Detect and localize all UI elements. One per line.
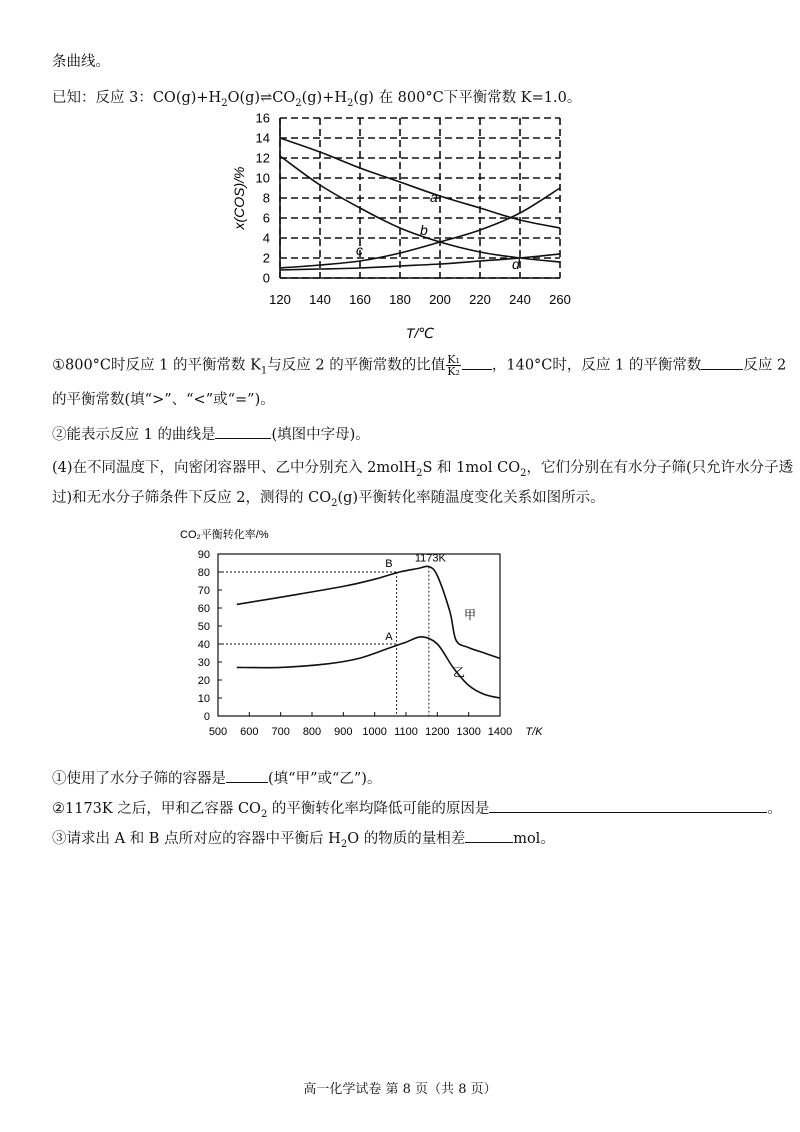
y-tick-label: 6 xyxy=(262,210,270,226)
question-4: (4)在不同温度下，向密闭容器甲、乙中分别充入 2molH$_2$S 和 1mol $CO_2$，它们分别在有水分子筛(只允许水分子透 xyxy=(52,460,794,479)
text-line-reaction3: 已知：反应 3：$CO(g)+H_2O(g)\rightleftharpoons CO_2(g)+H_2(g)$ 在 800°C下平衡常数 K=1.0。 xyxy=(52,90,582,109)
y-tick-label: 20 xyxy=(197,675,210,687)
text-line-1: 条曲线。 xyxy=(52,54,110,70)
x-tick-label: 900 xyxy=(334,726,353,738)
x-tick-label: 220 xyxy=(469,292,491,307)
x-tick-label: 160 xyxy=(349,292,371,307)
y-tick-label: 12 xyxy=(255,150,270,166)
x-tick-label: 1300 xyxy=(456,726,481,738)
answer-blank-mol[interactable] xyxy=(465,828,513,843)
answer-blank-compare[interactable] xyxy=(701,355,743,370)
cos-fraction-chart xyxy=(222,110,571,344)
plot-frame xyxy=(218,554,500,716)
y-tick-label: 80 xyxy=(197,567,210,579)
page-footer: 高一化学试卷 第 8 页（共 8 页） xyxy=(303,1082,497,1097)
series-line-b xyxy=(280,156,560,262)
series-label-a: a xyxy=(430,189,438,205)
question-1-cont: 的平衡常数(填“>”、“<”或“=”)。 xyxy=(52,392,275,408)
y-tick-label: 16 xyxy=(255,110,270,126)
x-tick-label: 120 xyxy=(269,292,291,307)
y-tick-label: 10 xyxy=(197,693,210,705)
series-label-b: b xyxy=(420,222,428,238)
x-tick-label: 1200 xyxy=(425,726,450,738)
sub-question-1: ①使用了水分子筛的容器是 (填“甲”或“乙”)。 xyxy=(52,768,381,789)
y-tick-label: 90 xyxy=(197,549,210,561)
y-tick-label: 50 xyxy=(197,621,210,633)
y-axis-title: x(COS)/% xyxy=(231,166,247,230)
series-label-jia: 甲 xyxy=(463,607,476,622)
x-tick-label: 140 xyxy=(309,292,331,307)
ratio-fraction: $\frac{\text{K₁}}{\text{K₂}}$ xyxy=(447,353,460,378)
x-tick-label: 1000 xyxy=(362,726,387,738)
x-tick-label: 800 xyxy=(302,726,322,738)
series-label-c: c xyxy=(356,242,363,258)
x-axis-title: T/K xyxy=(525,726,543,738)
sub-question-2: ②1173K 之后，甲和乙容器 $CO_2$ 的平衡转化率均降低可能的原因是 。 xyxy=(52,798,782,825)
y-tick-label: 0 xyxy=(262,270,270,286)
series-label-d: d xyxy=(512,256,520,272)
y-tick-label: 4 xyxy=(262,230,270,246)
answer-blank-container[interactable] xyxy=(226,768,268,783)
point-a-label: A xyxy=(385,631,393,643)
x-tick-label: 200 xyxy=(429,292,451,307)
y-tick-label: 40 xyxy=(197,639,210,651)
y-tick-label: 2 xyxy=(262,250,270,266)
x-tick-label: 700 xyxy=(271,726,290,738)
x-tick-label: 240 xyxy=(509,292,531,307)
question-1: ①800°C时反应 1 的平衡常数 $K_1$与反应 2 的平衡常数的比值 $\frac{\text{K₁}}{\text{K₂}}$ ，140°C时，反应 1 的平衡常数 反应 2 xyxy=(52,353,787,378)
y-tick-label: 0 xyxy=(203,711,210,723)
y-tick-label: 10 xyxy=(255,170,270,186)
question-4-cont: 过)和无水分子筛条件下反应 2，测得的 $CO_2(g)$平衡转化率随温度变化关系如图所示。 xyxy=(52,490,605,509)
series-label-yi: 乙 xyxy=(453,665,466,680)
co2-conversion-chart xyxy=(178,524,558,746)
x-tick-label: 1100 xyxy=(394,726,418,738)
answer-blank-curve[interactable] xyxy=(215,424,271,439)
answer-blank-ratio[interactable] xyxy=(462,355,492,370)
y-tick-label: 60 xyxy=(197,603,210,615)
x-tick-label: 1400 xyxy=(487,726,513,738)
x-axis-title: T/℃ xyxy=(405,325,435,341)
y-tick-label: 14 xyxy=(255,130,270,146)
y-axis-title: CO₂平衡转化率/% xyxy=(180,529,269,541)
x-tick-label: 180 xyxy=(389,292,411,307)
sub-question-3: ③请求出 A 和 B 点所对应的容器中平衡后 $H_2O$ 的物质的量相差 mol。 xyxy=(52,828,555,855)
y-tick-label: 70 xyxy=(197,585,210,597)
x-tick-label: 600 xyxy=(240,726,259,738)
y-tick-label: 30 xyxy=(197,657,210,669)
series-line-jia xyxy=(237,566,500,658)
question-2: ②能表示反应 1 的曲线是 (填图中字母)。 xyxy=(52,424,370,445)
x-tick-label: 500 xyxy=(208,726,228,738)
peak-1173k-label: 1173K xyxy=(414,552,446,565)
point-b-label: B xyxy=(385,558,393,570)
answer-blank-reason[interactable] xyxy=(489,798,767,813)
y-tick-label: 8 xyxy=(262,190,270,206)
x-tick-label: 260 xyxy=(549,292,571,307)
